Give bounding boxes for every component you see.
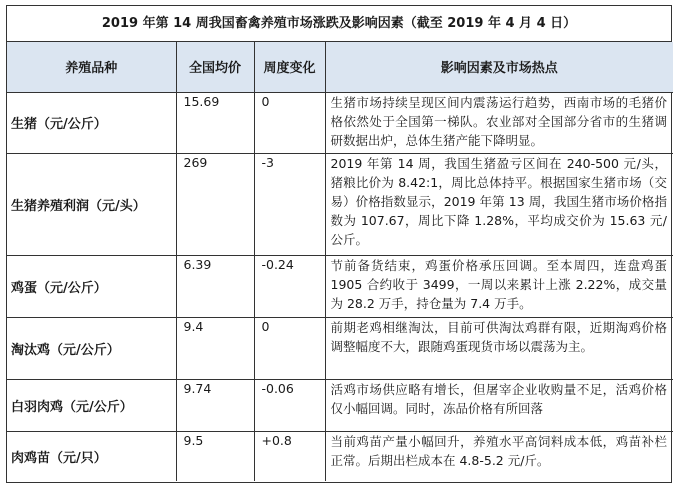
row-avg-price: 269 xyxy=(176,153,254,255)
row-weekly-change: -0.24 xyxy=(254,255,325,317)
row-factors: 生猪市场持续呈现区间内震荡运行趋势，西南市场的毛猪价格依然处于全国第一梯队。农业部对全国部分省市的生猪调研数据出炉，总体生猪产能下降明显。 xyxy=(325,92,673,153)
table-row-culled-hen xyxy=(7,317,673,379)
row-avg-price: 9.4 xyxy=(176,317,254,379)
row-factors: 活鸡市场供应略有增长，但屠宰企业收购量不足，活鸡价格仅小幅回调。同时，冻品价格有所回落 xyxy=(325,379,673,431)
header-factors: 影响因素及市场热点 xyxy=(325,42,673,92)
header-weekly-change: 周度变化 xyxy=(254,42,325,92)
row-factors: 节前备货结束，鸡蛋价格承压回调。至本周四，连盘鸡蛋 1905 合约收于 3499，一周以来累计上涨 2.22%，成交量为 28.2 万手，持仓量为 7.4 万手。 xyxy=(325,255,673,317)
row-avg-price: 15.69 xyxy=(176,92,254,153)
market-table-document xyxy=(6,5,672,483)
header-category: 养殖品种 xyxy=(7,42,176,92)
row-factors: 前期老鸡相继淘汰，目前可供淘汰鸡群有限，近期淘鸡价格调整幅度不大，跟随鸡蛋现货市场以震荡为主。 xyxy=(325,317,673,379)
header-avg-price: 全国均价 xyxy=(176,42,254,92)
row-weekly-change: +0.8 xyxy=(254,431,325,481)
market-table xyxy=(7,42,673,481)
row-avg-price: 9.5 xyxy=(176,431,254,481)
row-avg-price: 6.39 xyxy=(176,255,254,317)
row-category: 淘汰鸡（元/公斤） xyxy=(7,317,176,379)
table-row-hog-profit xyxy=(7,153,673,255)
row-weekly-change: -0.06 xyxy=(254,379,325,431)
document-title: 2019 年第 14 周我国畜禽养殖市场涨跌及影响因素（截至 2019 年 4 月 4 日） xyxy=(7,6,671,42)
table-row-white-broiler xyxy=(7,379,673,431)
row-avg-price: 9.74 xyxy=(176,379,254,431)
row-weekly-change: -3 xyxy=(254,153,325,255)
row-category: 生猪（元/公斤） xyxy=(7,92,176,153)
row-factors: 2019 年第 14 周，我国生猪盈亏区间在 240-500 元/头，猪粮比价为 8.42:1，周比总体持平。根据国家生猪市场（交易）价格指数显示，2019 年第 13 周，我国生猪市场价格指数为 107.67，周比下降 1.28%，平均成交价为 15.63 元/公斤。 xyxy=(325,153,673,255)
table-header-row xyxy=(7,42,673,92)
row-weekly-change: 0 xyxy=(254,317,325,379)
table-row-chick xyxy=(7,431,673,481)
row-category: 肉鸡苗（元/只） xyxy=(7,431,176,481)
table-row-hog xyxy=(7,92,673,153)
row-category: 鸡蛋（元/公斤） xyxy=(7,255,176,317)
table-row-egg xyxy=(7,255,673,317)
row-weekly-change: 0 xyxy=(254,92,325,153)
row-category: 白羽肉鸡（元/公斤） xyxy=(7,379,176,431)
row-factors: 当前鸡苗产量小幅回升，养殖水平高饲料成本低，鸡苗补栏正常。后期出栏成本在 4.8-5.2 元/斤。 xyxy=(325,431,673,481)
row-category: 生猪养殖利润（元/头） xyxy=(7,153,176,255)
